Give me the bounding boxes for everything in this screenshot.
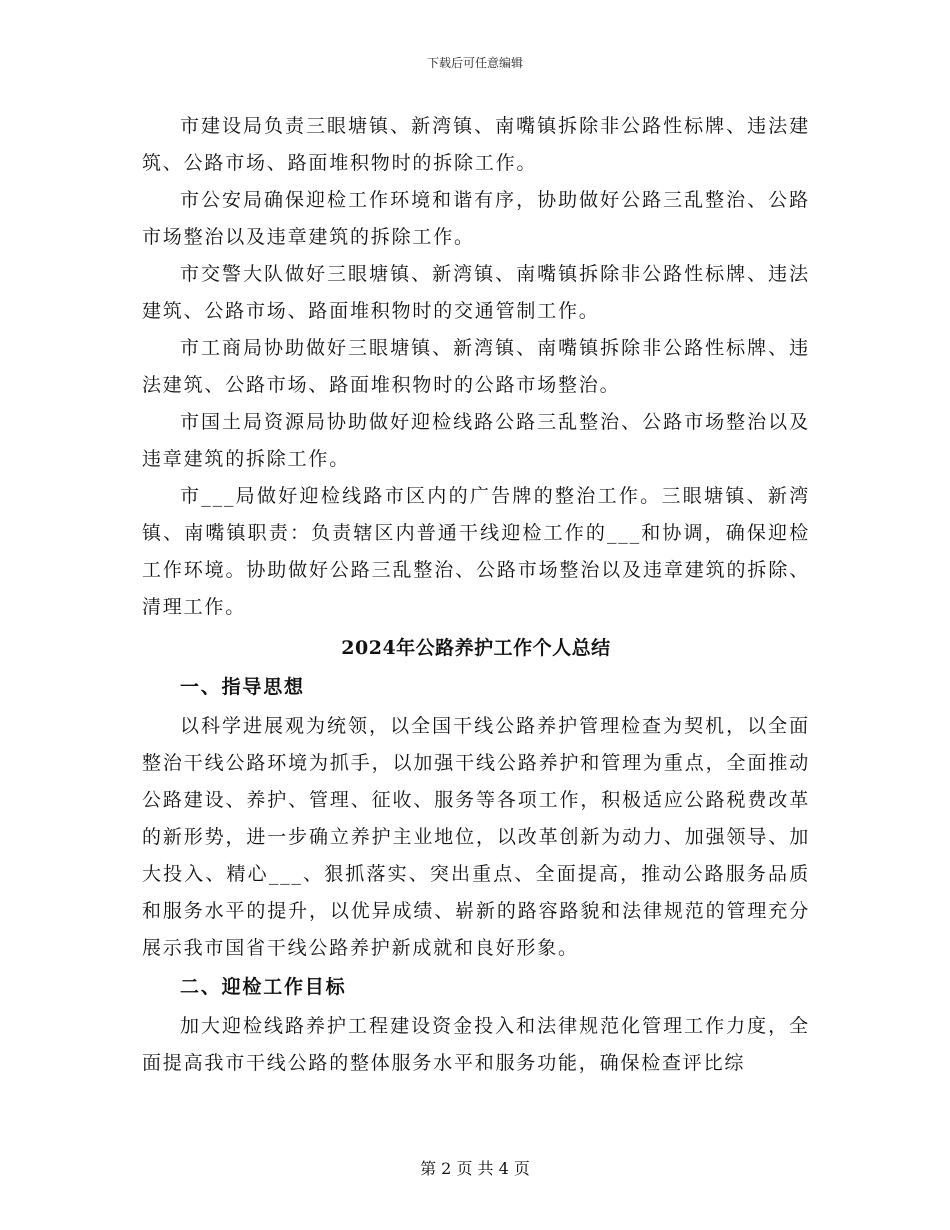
- heading-inspection-goals: 二、迎检工作目标: [180, 976, 347, 998]
- page-footer: 第 2 页 共 4 页: [420, 1159, 530, 1178]
- paragraph-town-duties: 市___局做好迎检线路市区内的广告牌的整治工作。三眼塘镇、新湾镇、南嘴镇职责：负责辖区内普通干线迎检工作的___和协调，确保迎检工作环境。协助做好公路三乱整治、公路市场整治以及违章建筑的拆除、清理工作。: [142, 485, 810, 618]
- page-header: 下载后可任意编辑: [426, 56, 523, 70]
- section-title: 2024年公路养护工作个人总结: [341, 637, 611, 659]
- paragraph-construction-bureau: 市建设局负责三眼塘镇、新湾镇、南嘴镇拆除非公路性标牌、违法建筑、公路市场、路面堆积物时的拆除工作。: [142, 115, 810, 174]
- paragraph-public-security-bureau: 市公安局确保迎检工作环境和谐有序，协助做好公路三乱整治、公路市场整治以及违章建筑的拆除工作。: [142, 189, 810, 248]
- document-body: [142, 108, 810, 1082]
- heading-guiding-ideology: 一、指导思想: [180, 676, 305, 698]
- paragraph-inspection-goals: 加大迎检线路养护工程建设资金投入和法律规范化管理工作力度，全面提高我市干线公路的整体服务水平和服务功能，确保检查评比综: [142, 1015, 810, 1074]
- paragraph-industry-commerce-bureau: 市工商局协助做好三眼塘镇、新湾镇、南嘴镇拆除非公路性标牌、违法建筑、公路市场、路面堆积物时的公路市场整治。: [142, 337, 810, 396]
- paragraph-land-resources-bureau: 市国土局资源局协助做好迎检线路公路三乱整治、公路市场整治以及违章建筑的拆除工作。: [142, 411, 810, 470]
- paragraph-guiding-ideology: 以科学进展观为统领，以全国干线公路养护管理检查为契机，以全面整治干线公路环境为抓手，以加强干线公路养护和管理为重点，全面推动公路建设、养护、管理、征收、服务等各项工作，积极适应公路税费改革的新形势，进一步确立养护主业地位，以改革创新为动力、加强领导、加大投入、精心___、狠抓落实、突出重点、全面提高，推动公路服务品质和服务水平的提升，以优异成绩、崭新的路容路貌和法律规范的管理充分展示我市国省干线公路养护新成就和良好形象。: [142, 715, 810, 959]
- paragraph-traffic-police: 市交警大队做好三眼塘镇、新湾镇、南嘴镇拆除非公路性标牌、违法建筑、公路市场、路面堆积物时的交通管制工作。: [142, 263, 810, 322]
